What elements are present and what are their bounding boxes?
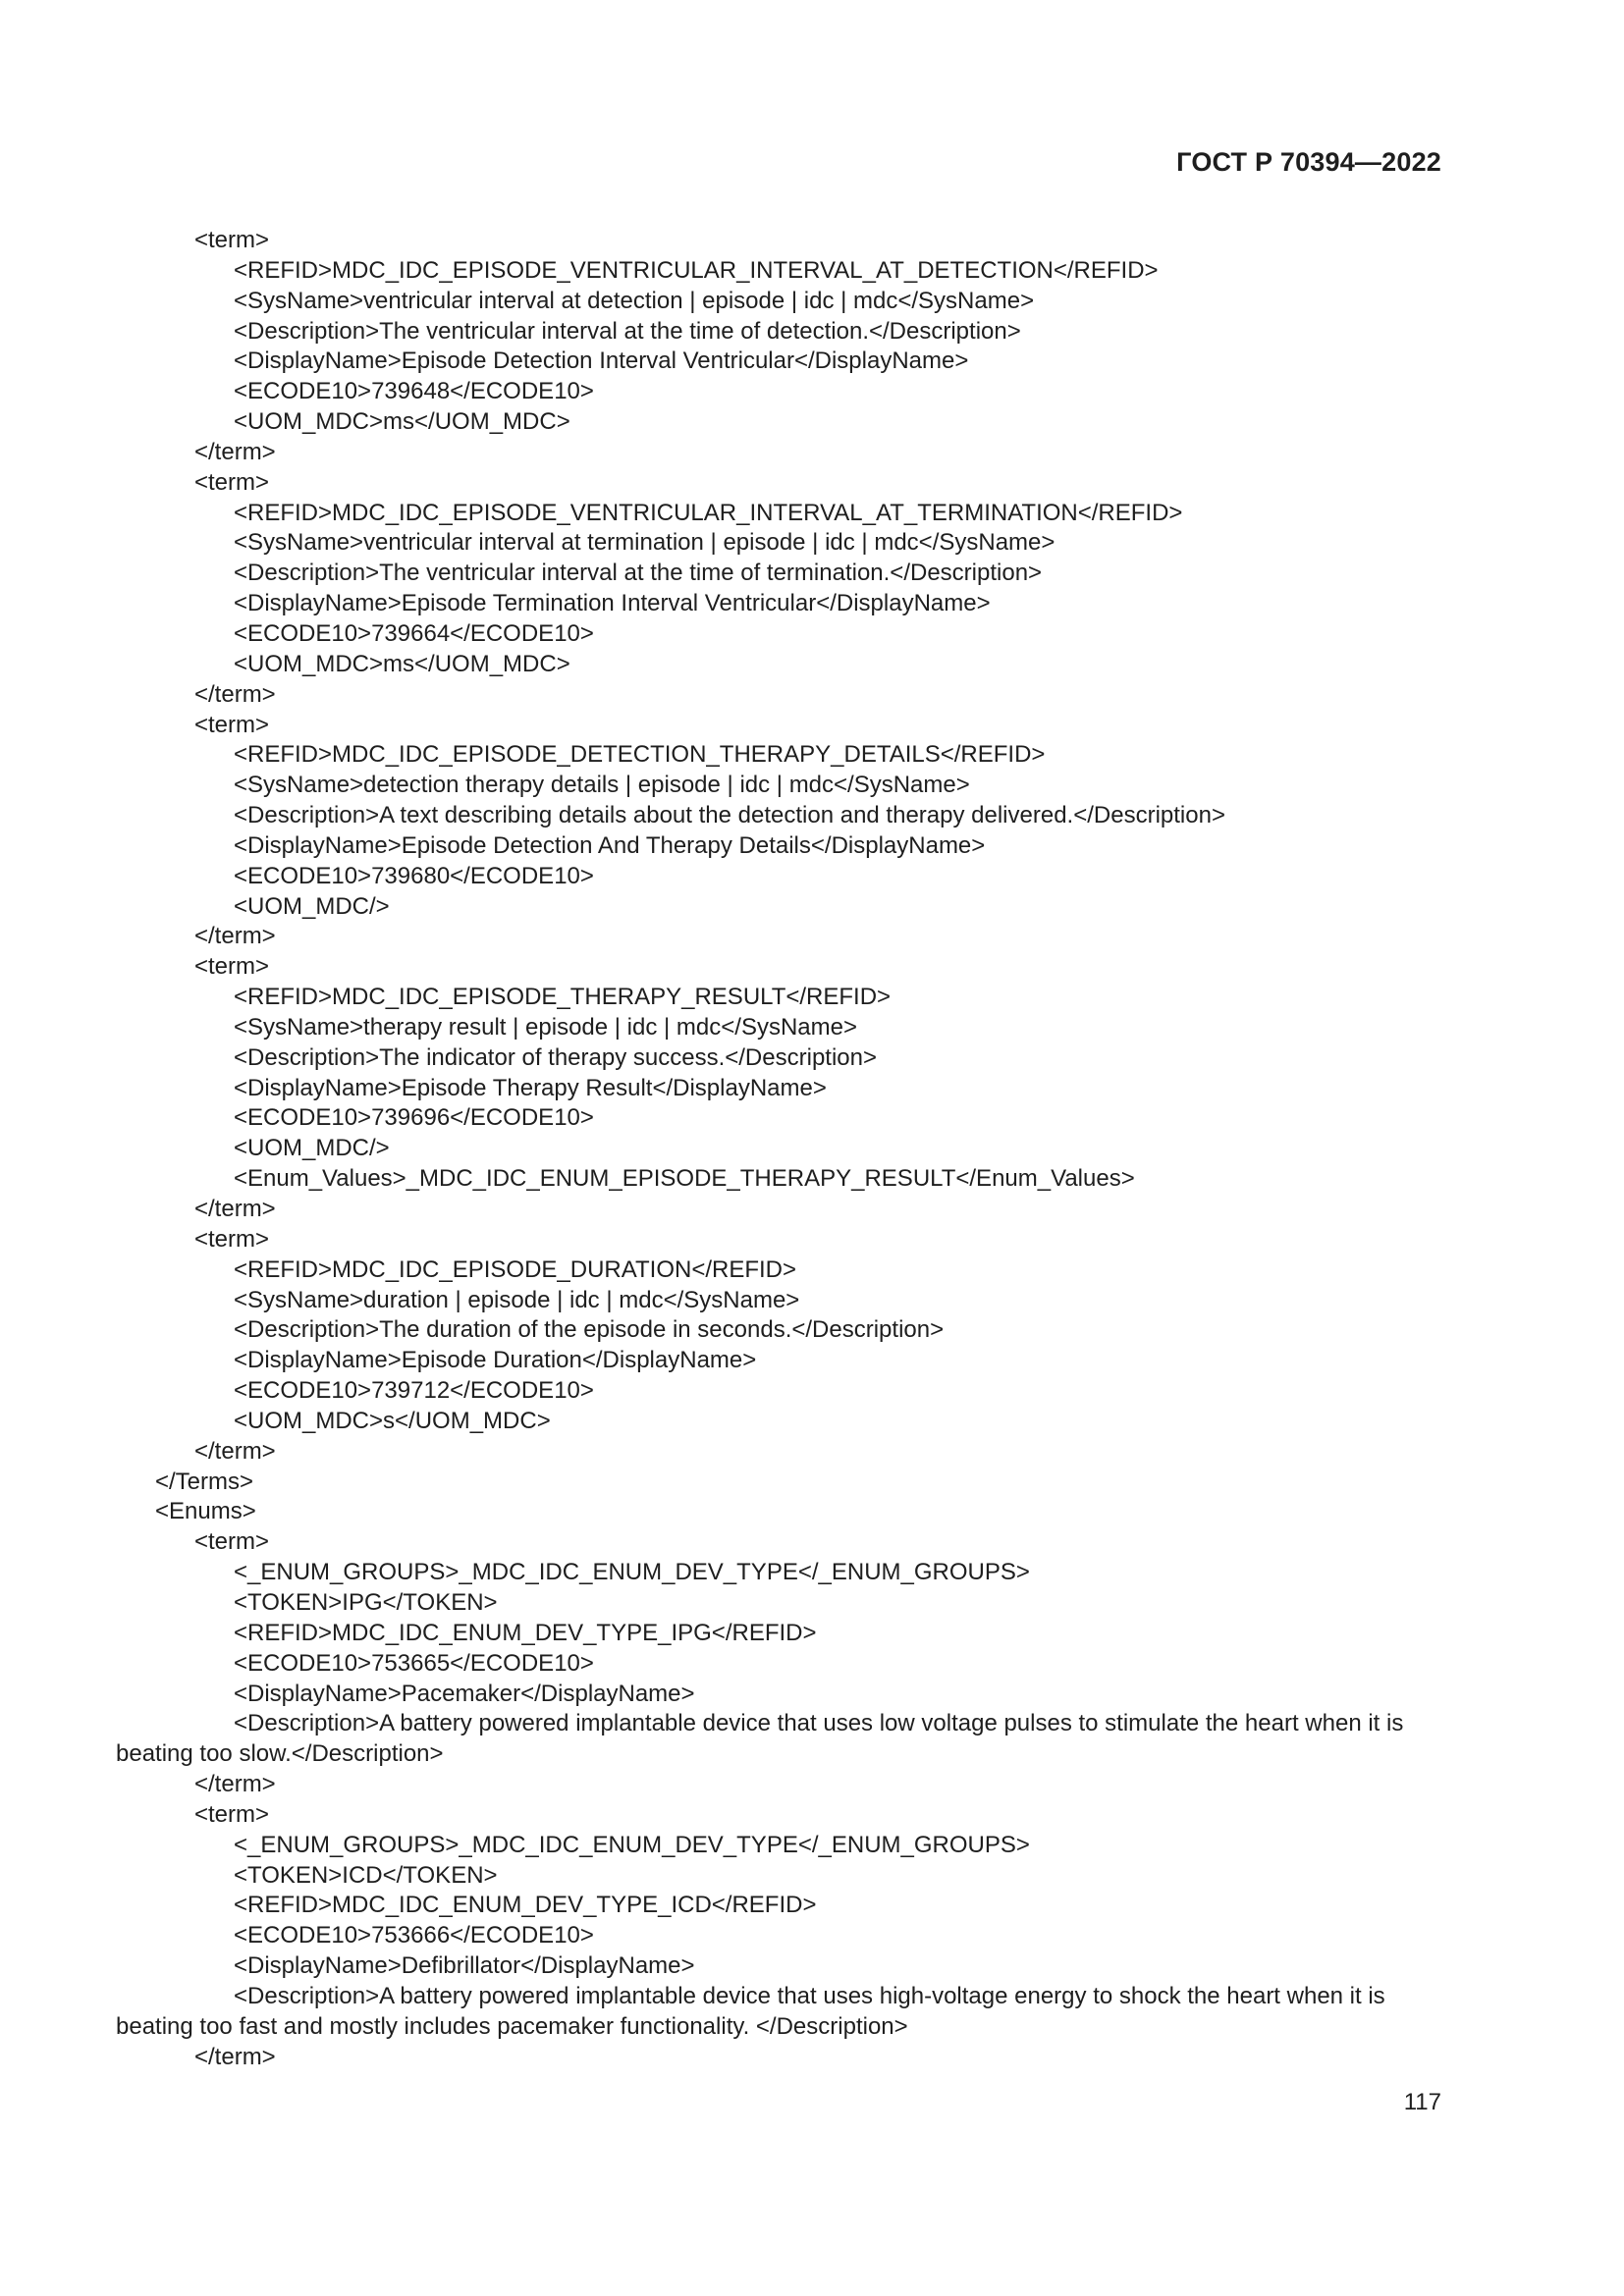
code-line: <ECODE10>739664</ECODE10> <box>234 619 594 647</box>
code-line: <ECODE10>739696</ECODE10> <box>234 1104 594 1132</box>
code-line: </term> <box>194 2043 276 2070</box>
code-line: <TOKEN>ICD</TOKEN> <box>234 1861 498 1889</box>
code-line: <REFID>MDC_IDC_ENUM_DEV_TYPE_ICD</REFID> <box>234 1892 817 1919</box>
code-line: <REFID>MDC_IDC_EPISODE_THERAPY_RESULT</REFID> <box>234 984 892 1011</box>
code-line: <_ENUM_GROUPS>_MDC_IDC_ENUM_DEV_TYPE</_ENUM_GROUPS> <box>234 1559 1030 1586</box>
code-line: </term> <box>194 438 276 465</box>
code-line: <UOM_MDC/> <box>234 1135 390 1162</box>
code-line: <term> <box>194 953 270 981</box>
code-line: <Enums> <box>155 1498 256 1525</box>
code-line: <Description>A battery powered implantable device that uses high-voltage energy to shock the heart when it is beating too fast and mostly includes pacemaker functionality. </Description> <box>116 1982 1385 2040</box>
code-line: <DisplayName>Episode Detection And Therapy Details</DisplayName> <box>234 831 986 859</box>
code-line: <ECODE10>753665</ECODE10> <box>234 1649 594 1677</box>
code-line: </term> <box>194 1196 276 1222</box>
code-line: <ECODE10>739648</ECODE10> <box>234 378 594 405</box>
standard-header: ГОСТ Р 70394—2022 <box>1176 147 1441 177</box>
code-line: </term> <box>194 1437 276 1465</box>
code-line: <SysName>duration | episode | idc | mdc</SysName> <box>234 1286 800 1313</box>
code-line: <Description>The ventricular interval at the time of detection.</Description> <box>234 317 1021 345</box>
code-line: <term> <box>194 1800 270 1828</box>
xml-code-listing <box>116 226 1441 2072</box>
code-line: <DisplayName>Episode Therapy Result</DisplayName> <box>234 1074 827 1101</box>
code-line: <term> <box>194 1225 270 1253</box>
code-line: <ECODE10>739712</ECODE10> <box>234 1377 594 1405</box>
code-line: <Description>The duration of the episode in seconds.</Description> <box>234 1316 945 1344</box>
code-line: <SysName>therapy result | episode | idc | mdc</SysName> <box>234 1013 857 1041</box>
code-line: <UOM_MDC>ms</UOM_MDC> <box>234 408 570 436</box>
code-line: </Terms> <box>155 1468 254 1495</box>
code-line: <Description>The indicator of therapy success.</Description> <box>234 1043 877 1071</box>
page-number: 117 <box>1403 2089 1441 2115</box>
code-line: <UOM_MDC>ms</UOM_MDC> <box>234 650 570 677</box>
code-line: <term> <box>194 227 270 253</box>
code-line: <Description>A text describing details about the detection and therapy delivered.</Description> <box>234 802 1225 829</box>
code-line: <UOM_MDC>s</UOM_MDC> <box>234 1407 551 1434</box>
code-line: <REFID>MDC_IDC_EPISODE_DURATION</REFID> <box>234 1255 797 1283</box>
code-line: <REFID>MDC_IDC_ENUM_DEV_TYPE_IPG</REFID> <box>234 1619 817 1646</box>
code-line: <TOKEN>IPG</TOKEN> <box>234 1588 498 1616</box>
code-line: <DisplayName>Pacemaker</DisplayName> <box>234 1680 695 1707</box>
code-line: </term> <box>194 680 276 708</box>
code-line: <term> <box>194 1528 270 1556</box>
code-line: <ECODE10>739680</ECODE10> <box>234 862 594 889</box>
code-line: <UOM_MDC/> <box>234 892 390 920</box>
code-line: <DisplayName>Episode Detection Interval Ventricular</DisplayName> <box>234 347 969 375</box>
code-line: <Enum_Values>_MDC_IDC_ENUM_EPISODE_THERAPY_RESULT</Enum_Values> <box>234 1165 1135 1193</box>
code-line: </term> <box>194 1771 276 1798</box>
code-line: <SysName>ventricular interval at detection | episode | idc | mdc</SysName> <box>234 287 1035 314</box>
code-line: <DisplayName>Episode Termination Interval Ventricular</DisplayName> <box>234 590 991 617</box>
code-line: <REFID>MDC_IDC_EPISODE_DETECTION_THERAPY_DETAILS</REFID> <box>234 741 1046 769</box>
code-line: <term> <box>194 711 270 738</box>
code-line: <REFID>MDC_IDC_EPISODE_VENTRICULAR_INTERVAL_AT_DETECTION</REFID> <box>234 256 1159 284</box>
code-line: <Description>A battery powered implantable device that uses low voltage pulses to stimulate the heart when it is beating too slow.</Description> <box>116 1710 1404 1768</box>
code-line: <_ENUM_GROUPS>_MDC_IDC_ENUM_DEV_TYPE</_ENUM_GROUPS> <box>234 1831 1030 1858</box>
code-line: <REFID>MDC_IDC_EPISODE_VENTRICULAR_INTERVAL_AT_TERMINATION</REFID> <box>234 499 1183 526</box>
code-line: <term> <box>194 468 270 496</box>
code-line: <Description>The ventricular interval at the time of termination.</Description> <box>234 560 1043 587</box>
code-line: <SysName>detection therapy details | episode | idc | mdc</SysName> <box>234 772 970 799</box>
code-line: <DisplayName>Defibrillator</DisplayName> <box>234 1952 695 1980</box>
code-line: <ECODE10>753666</ECODE10> <box>234 1922 594 1949</box>
code-line: </term> <box>194 923 276 950</box>
code-line: <DisplayName>Episode Duration</DisplayName> <box>234 1347 757 1374</box>
code-line: <SysName>ventricular interval at termination | episode | idc | mdc</SysName> <box>234 529 1056 557</box>
